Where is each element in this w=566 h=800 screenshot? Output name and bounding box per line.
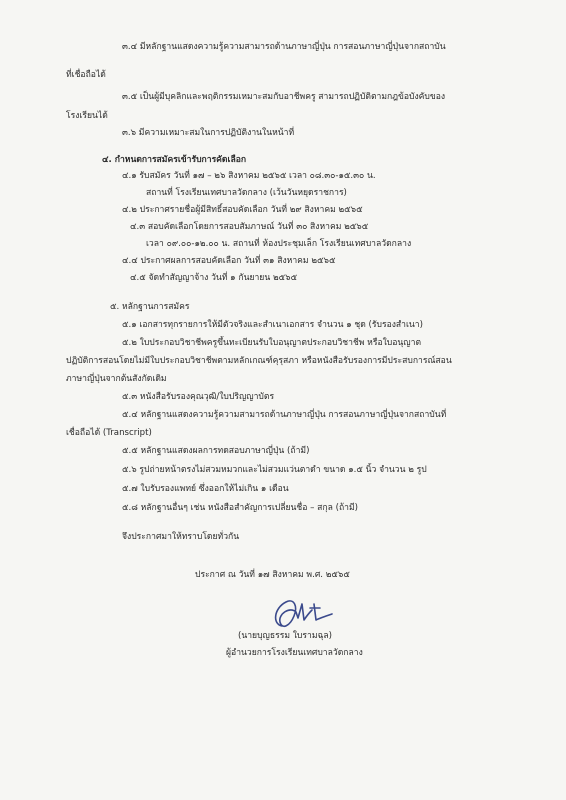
signer-title: ผู้อำนวยการโรงเรียนเทศบาลวัดกลาง [226, 648, 363, 658]
item-5-1: ๕.๑ เอกสารทุกรายการให้มีตัวจริงและสำเนาเอกสาร จำนวน ๑ ชุด (รับรองสำเนา) [122, 320, 423, 330]
item-3-5-line2: โรงเรียนได้ [66, 111, 108, 121]
item-5-2-line1: ๕.๒ ใบประกอบวิชาชีพครูขึ้นทะเบียนรับใบอนุญาตประกอบวิชาชีพ หรือใบอนุญาต [122, 338, 422, 348]
item-4-2: ๔.๒ ประกาศรายชื่อผู้มีสิทธิ์สอบคัดเลือก วันที่ ๒๙ สิงหาคม ๒๕๖๕ [122, 205, 363, 215]
item-4-3-line1: ๔.๓ สอบคัดเลือกโดยการสอบสัมภาษณ์ วันที่ ๓๐ สิงหาคม ๒๕๖๕ [130, 222, 369, 232]
signature-mark [268, 596, 338, 632]
announce-date: ประกาศ ณ วันที่ ๑๗ สิงหาคม พ.ศ. ๒๕๖๕ [195, 570, 350, 580]
closing-text: จึงประกาศมาให้ทราบโดยทั่วกัน [122, 532, 240, 542]
item-5-7: ๕.๗ ใบรับรองแพทย์ ซึ่งออกให้ไม่เกิน ๑ เดือน [122, 484, 289, 494]
item-5-2-line3: ภาษาญี่ปุ่นจากต้นสังกัดเดิม [66, 374, 167, 384]
item-3-4-line1: ๓.๔ มีหลักฐานแสดงความรู้ความสามารถด้านภาษาญี่ปุ่น การสอนภาษาญี่ปุ่นจากสถาบัน [122, 42, 446, 52]
item-5-2-line2: ปฏิบัติการสอนโดยไม่มีใบประกอบวิชาชีพตามหลักเกณฑ์คุรุสภา หรือหนังสือรับรองการมีประสบการณ์สอน [66, 356, 452, 366]
item-4-1-line2: สถานที่ โรงเรียนเทศบาลวัดกลาง (เว้นวันหยุดราชการ) [146, 188, 347, 198]
item-5-3: ๕.๓ หนังสือรับรองคุณวุฒิ/ใบปริญญาบัตร [122, 392, 275, 402]
item-5-8: ๕.๘ หลักฐานอื่นๆ เช่น หนังสือสำคัญการเปลี่ยนชื่อ – สกุล (ถ้ามี) [122, 503, 359, 513]
item-4-5: ๔.๕ จัดทำสัญญาจ้าง วันที่ ๑ กันยายน ๒๕๖๕ [130, 273, 298, 283]
item-5-4-line2: เชื่อถือได้ (Transcript) [66, 428, 152, 438]
item-4-3-line2: เวลา ๐๙.๐๐-๑๒.๐๐ น. สถานที่ ห้องประชุมเล็ก โรงเรียนเทศบาลวัดกลาง [146, 239, 412, 249]
item-4-4: ๔.๔ ประกาศผลการสอบคัดเลือก วันที่ ๓๑ สิงหาคม ๒๕๖๕ [122, 256, 336, 266]
item-3-6: ๓.๖ มีความเหมาะสมในการปฏิบัติงานในหน้าที่ [122, 128, 295, 138]
item-5-6: ๕.๖ รูปถ่ายหน้าตรงไม่สวมหมวกและไม่สวมแว่นตาดำ ขนาด ๑.๕ นิ้ว จำนวน ๒ รูป [122, 465, 427, 475]
signer-name: (นายบุญธรรม ใบรามฉุล) [238, 631, 332, 641]
item-3-5-line1: ๓.๕ เป็นผู้มีบุคลิกและพฤติกรรมเหมาะสมกับอาชีพครู สามารถปฏิบัติตามกฎข้อบังคับของ [122, 92, 446, 102]
item-5-4-line1: ๕.๔ หลักฐานแสดงความรู้ความสามารถด้านภาษาญี่ปุ่น การสอนภาษาญี่ปุ่นจากสถาบันที่ [122, 410, 447, 420]
item-5-5: ๕.๕ หลักฐานแสดงผลการทดสอบภาษาญี่ปุ่น (ถ้ามี) [122, 446, 310, 456]
section-5-title: ๕. หลักฐานการสมัคร [110, 302, 190, 312]
item-3-4-line2: ที่เชื่อถือได้ [66, 70, 106, 80]
item-4-1-line1: ๔.๑ รับสมัคร วันที่ ๑๗ – ๒๖ สิงหาคม ๒๕๖๕ เวลา ๐๘.๓๐-๑๕.๓๐ น. [122, 171, 376, 181]
section-4-title: ๔. กำหนดการสมัครเข้ารับการคัดเลือก [102, 155, 247, 165]
